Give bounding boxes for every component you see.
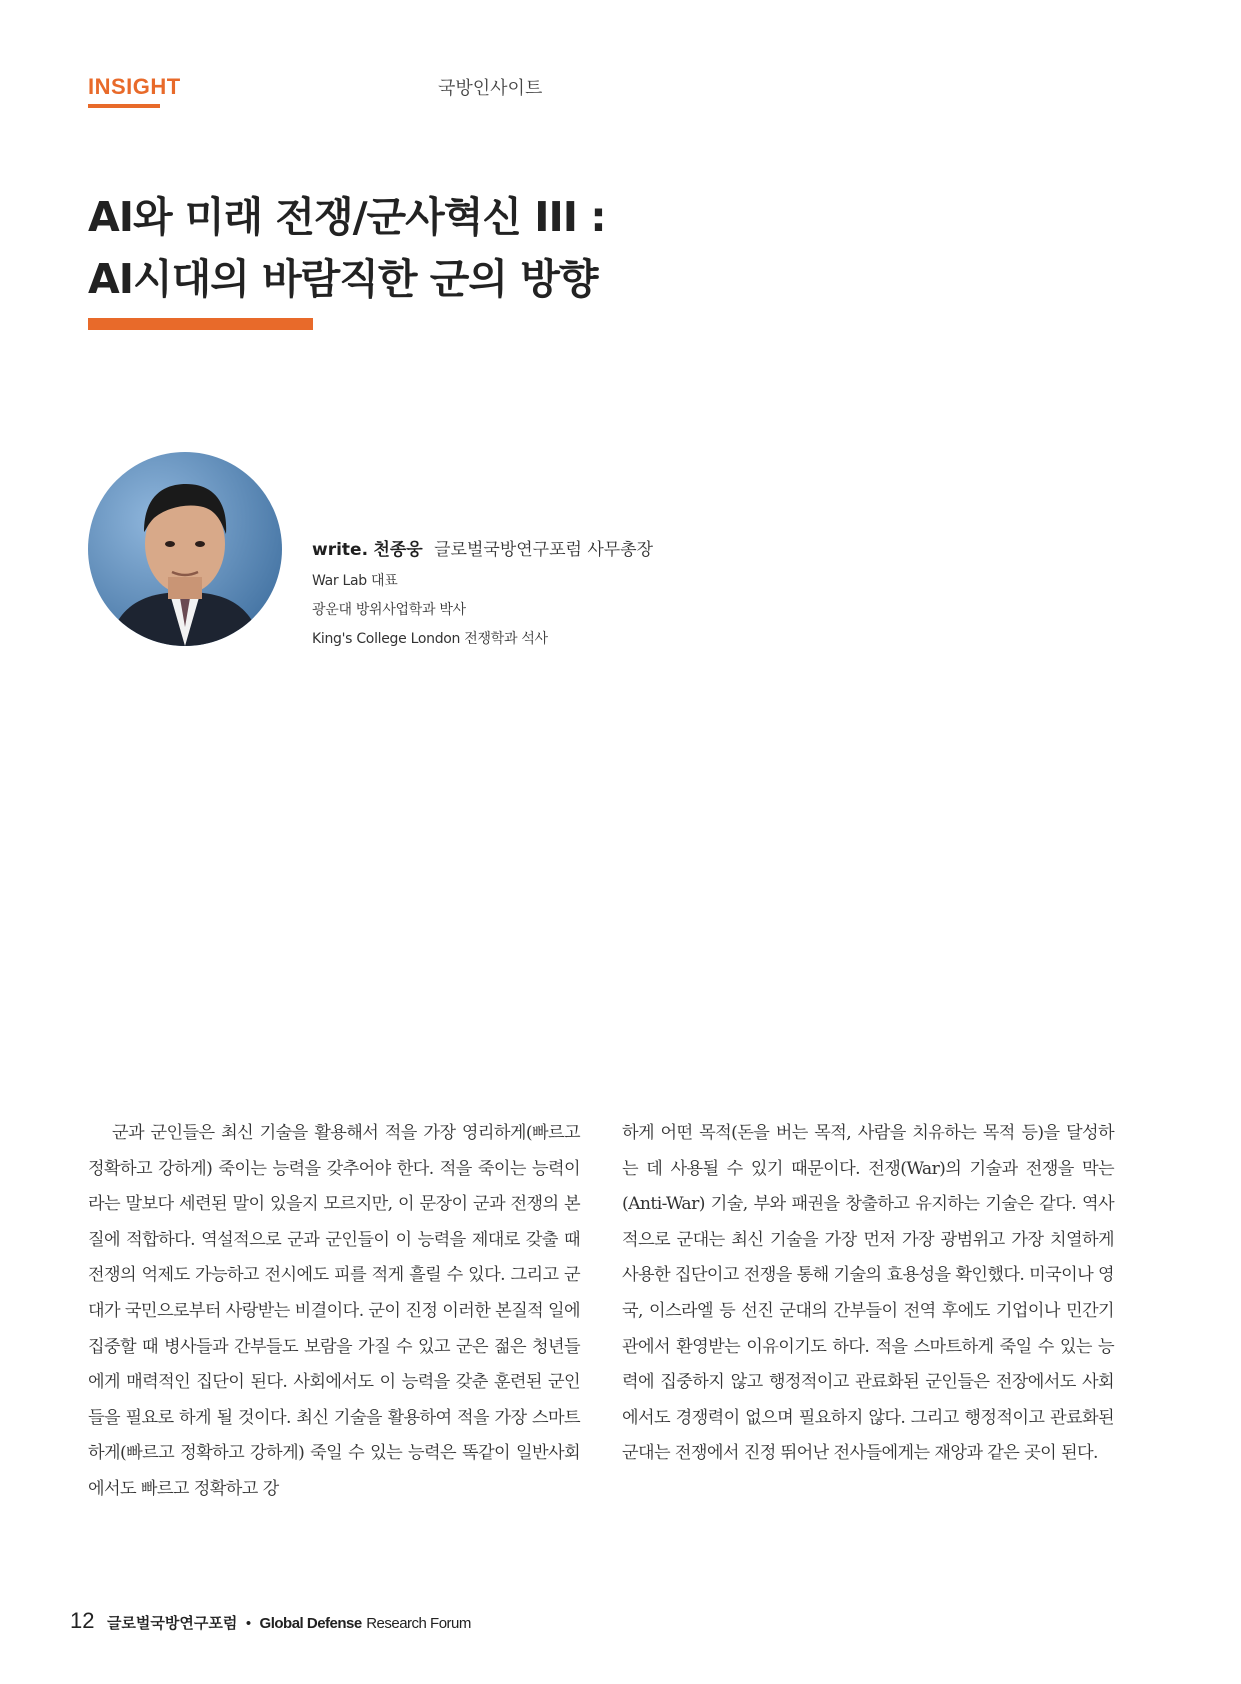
section-label: INSIGHT (88, 74, 181, 99)
publication-name-en: Research Forum (366, 1615, 471, 1632)
author-info (312, 536, 653, 654)
author-credential: 광운대 방위사업학과 박사 (312, 602, 466, 618)
body-column-1: 군과 군인들은 최신 기술을 활용해서 적을 가장 영리하게(빠르고 정확하고 강하게) 죽이는 능력을 갖추어야 한다. 적을 죽이는 능력이라는 말보다 세련된 말이 있을지 모르지만, 이 문장이 군과 전쟁의 본질에 적합하다. 역설적으로 군과 군인들이 이 능력을 제대로 갖출 때 전쟁의 억제도 가능하고 전시에도 피를 적게 흘릴 수 있다. 그리고 군대가 국민으로부터 사랑받는 비결이다. 군이 진정 이러한 본질적 일에 집중할 때 병사들과 간부들도 보람을 가질 수 있고 군은 젊은 청년들에게 매력적인 집단이 된다. 사회에서도 이 능력을 갖춘 훈련된 군인들을 필요로 하게 될 것이다. 최신 기술을 활용하여 적을 가장 스마트하게(빠르고 정확하고 강하게) 죽일 수 있는 능력은 똑같이 일반사회에서도 빠르고 정확하고 강 (88, 1123, 580, 1499)
body-column-2: 하게 어떤 목적(돈을 버는 목적, 사람을 치유하는 목적 등)을 달성하는 데 사용될 수 있기 때문이다. 전쟁(War)의 기술과 전쟁을 막는(Anti-War) 기술, 부와 패권을 창출하고 유지하는 기술은 같다. 역사적으로 군대는 최신 기술을 가장 먼저 가장 광범위고 가장 치열하게 사용한 집단이고 전쟁을 통해 기술의 효용성을 확인했다. 미국이나 영국, 이스라엘 등 선진 군대의 간부들이 전역 후에도 기업이나 민간기관에서 환영받는 이유이기도 하다. 적을 스마트하게 죽일 수 있는 능력에 집중하지 않고 행정적이고 관료화된 군인들은 전장에서도 사회에서도 경쟁력이 없으며 필요하지 않다. 그리고 행정적이고 관료화된 군대는 전쟁에서 진정 뛰어난 전사들에게는 재앙과 같은 곳이 된다. (622, 1123, 1114, 1464)
author-credential: King's College London 전쟁학과 석사 (312, 631, 548, 647)
section-underline (88, 104, 160, 108)
author-photo (88, 452, 282, 646)
title-line-1: AI와 미래 전쟁/군사혁신 III : (88, 193, 606, 241)
write-prefix: write. (312, 540, 369, 560)
footer-separator: • (245, 1615, 252, 1632)
page-number: 12 (70, 1608, 95, 1633)
title-line-2: AI시대의 바람직한 군의 방향 (88, 255, 598, 303)
publication-name-ko: 글로벌국방연구포럼 (106, 1614, 238, 1632)
author-credential: War Lab 대표 (312, 573, 398, 589)
publication-name-en-bold: Global Defense (259, 1615, 362, 1632)
category-label: 국방인사이트 (438, 78, 543, 99)
title-accent-bar (88, 318, 313, 330)
author-position: 글로벌국방연구포럼 사무총장 (434, 540, 654, 560)
author-name: 천종웅 (373, 540, 423, 560)
author-portrait-image (88, 452, 282, 646)
author-byline (312, 536, 653, 565)
article-title (88, 186, 848, 310)
page-footer (70, 1608, 471, 1634)
